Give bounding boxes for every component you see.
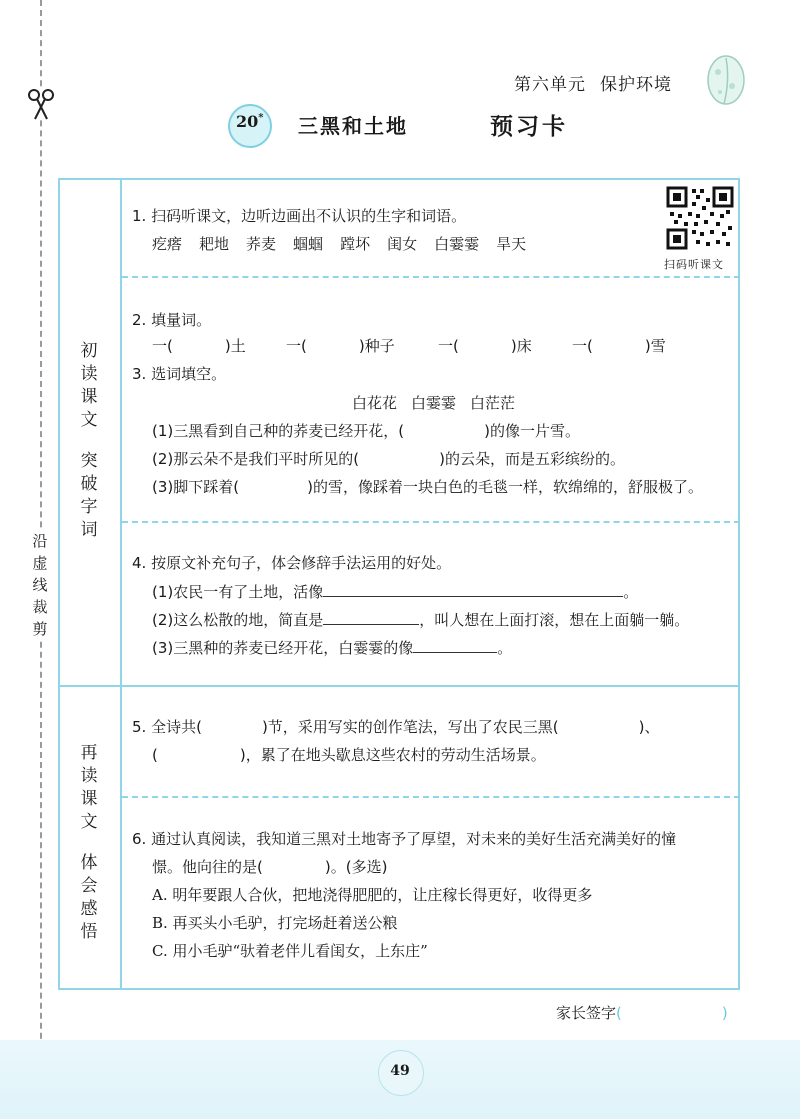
qr-code[interactable] [666, 186, 734, 250]
answer-line[interactable] [413, 638, 497, 653]
cut-hint: 沿 虚 线 裁 剪 [28, 530, 52, 640]
sentence-item: (1)农民一有了土地，活像 。 [152, 583, 639, 601]
choice-option-b[interactable]: B. 再买头小毛驴，打完场赶着送公粮 [152, 914, 398, 932]
word-options: 白花花 白霎霎 白茫茫 [352, 394, 516, 412]
question-2-prompt: 2. 填量词。 [132, 311, 212, 329]
measure-word-item: 一( )雪 [572, 337, 666, 355]
question-5-line-2: ( )，累了在地头歇息这些农村的劳动生活场景。 [152, 746, 546, 764]
leaf-decoration-icon [700, 48, 748, 110]
section-label-second-read: 再 读 课 文 体 会 感 悟 [80, 743, 98, 942]
question-6-line-1: 6. 通过认真阅读，我知道三黑对土地寄予了厚望，对未来的美好生活充满美好的憧 [132, 830, 677, 848]
sentence-item: (2)这么松散的地，简直是 ，叫人想在上面打滚，想在上面躺一躺。 [152, 611, 690, 629]
page-number: 49 [390, 1063, 410, 1079]
lesson-number: 20* [236, 112, 264, 131]
answer-line[interactable] [323, 582, 623, 597]
sentence-item: (1)三黑看到自己种的荞麦已经开花，( )的像一片雪。 [152, 422, 580, 440]
unit-theme: 保护环境 [600, 75, 672, 95]
question-5-line-1: 5. 全诗共( )节，采用写实的创作笔法，写出了农民三黑( )、 [132, 718, 660, 736]
question-6-line-2: 憬。他向往的是( )。(多选) [152, 858, 388, 876]
sentence-item: (3)三黑种的荞麦已经开花，白霎霎的像 。 [152, 639, 513, 657]
question-divider [122, 521, 740, 523]
choice-option-a[interactable]: A. 明年要跟人合伙，把地浇得肥肥的，让庄稼长得更好，收得更多 [152, 886, 593, 904]
lesson-title: 三黑和土地 [298, 114, 408, 138]
sentence-item: (3)脚下踩着( )的雪，像踩着一块白色的毛毯一样，软绵绵的，舒服极了。 [152, 478, 703, 496]
question-3-prompt: 3. 选词填空。 [132, 365, 227, 383]
question-4-prompt: 4. 按原文补充句子，体会修辞手法运用的好处。 [132, 554, 452, 572]
sentence-item: (2)那云朵不是我们平时所见的( )的云朵，而是五彩缤纷的。 [152, 450, 625, 468]
measure-word-item: 一( )土 [152, 337, 246, 355]
unit-label: 第六单元 [514, 75, 586, 95]
choice-option-c[interactable]: C. 用小毛驴“驮着老伴儿看闺女，上东庄” [152, 942, 428, 960]
card-label: 预习卡 [490, 114, 568, 140]
section-divider [58, 685, 740, 687]
section-label-first-read: 初 读 课 文 突 破 字 词 [80, 341, 98, 540]
qr-label: 扫码听课文 [664, 258, 724, 271]
question-1-prompt: 1. 扫码听课文，边听边画出不认识的生字和词语。 [132, 207, 467, 225]
word-list: 疙瘩 耙地 荞麦 蝈蝈 蹚坏 闺女 白霎霎 旱天 [152, 235, 527, 253]
question-divider [122, 276, 740, 278]
measure-word-item: 一( )种子 [286, 337, 395, 355]
unit-header [514, 70, 672, 95]
answer-line[interactable] [323, 610, 419, 625]
question-divider [122, 796, 740, 798]
frame-divider [120, 178, 122, 990]
parent-signature: 家长签字( ) [556, 1004, 728, 1022]
measure-word-item: 一( )床 [438, 337, 532, 355]
scissors-icon [26, 88, 56, 120]
